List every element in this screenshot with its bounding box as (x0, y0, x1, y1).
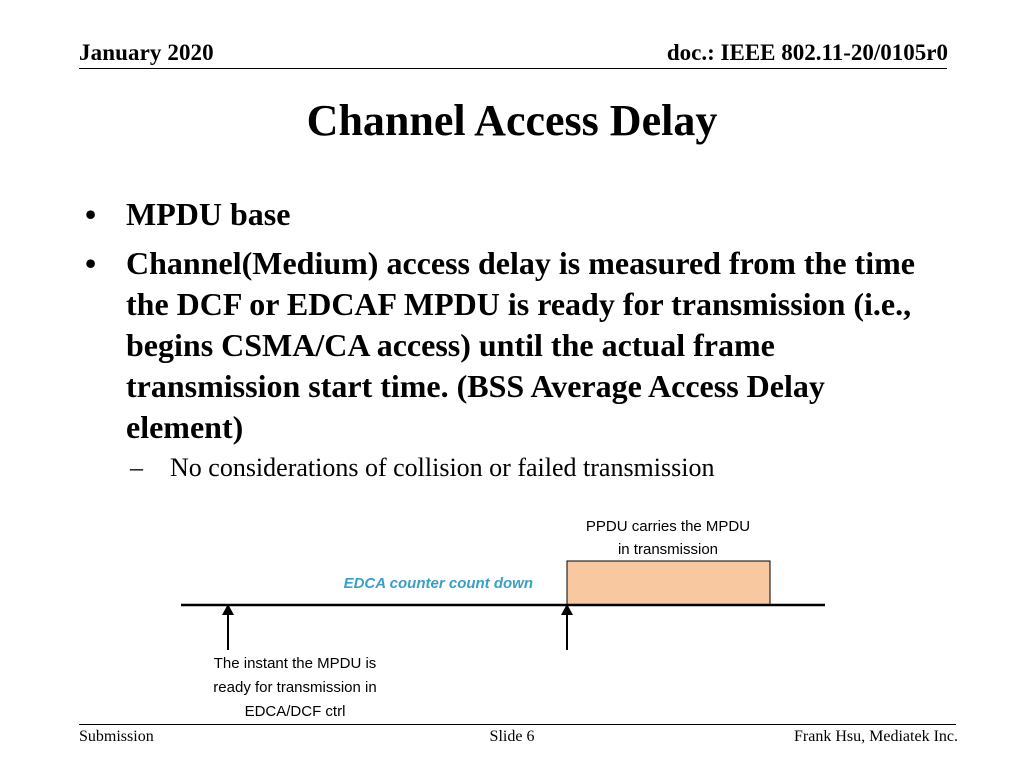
footer-slide-number: Slide 6 (489, 728, 535, 745)
bullet-marker: • (85, 245, 97, 281)
sub-bullet-text: No considerations of collision or failed transmission (170, 453, 715, 482)
sub-bullet-marker: – (130, 453, 143, 482)
ppdu-label-line2: in transmission (617, 541, 719, 558)
footer-submission: Submission (79, 728, 154, 745)
instant-label-line2: ready for transmission in (213, 679, 377, 696)
ppdu-label-line1: PPDU carries the MPDU (585, 518, 751, 535)
slide-title: Channel Access Delay (306, 96, 718, 145)
bullet-text: MPDU base (126, 196, 291, 232)
instant-label-line1: The instant the MPDU is (213, 655, 377, 672)
instant-label-line3: EDCA/DCF ctrl (244, 703, 346, 720)
bullet-marker: • (85, 196, 97, 232)
ppdu-box (567, 561, 770, 605)
bullet-text: Channel(Medium) access delay is measured from the time the DCF or EDCAF MPDU is ready for transmission (i.e., begins CSMA/CA access) until the actual frame transmission start time. (BSS Average Access Delay element) (126, 245, 915, 445)
header-doc-id: doc.: IEEE 802.11-20/0105r0 (666, 40, 948, 65)
footer-author: Frank Hsu, Mediatek Inc. (794, 728, 958, 745)
header-date: January 2020 (79, 40, 214, 65)
countdown-label: EDCA counter count down (343, 575, 533, 592)
footer-divider (79, 724, 956, 725)
